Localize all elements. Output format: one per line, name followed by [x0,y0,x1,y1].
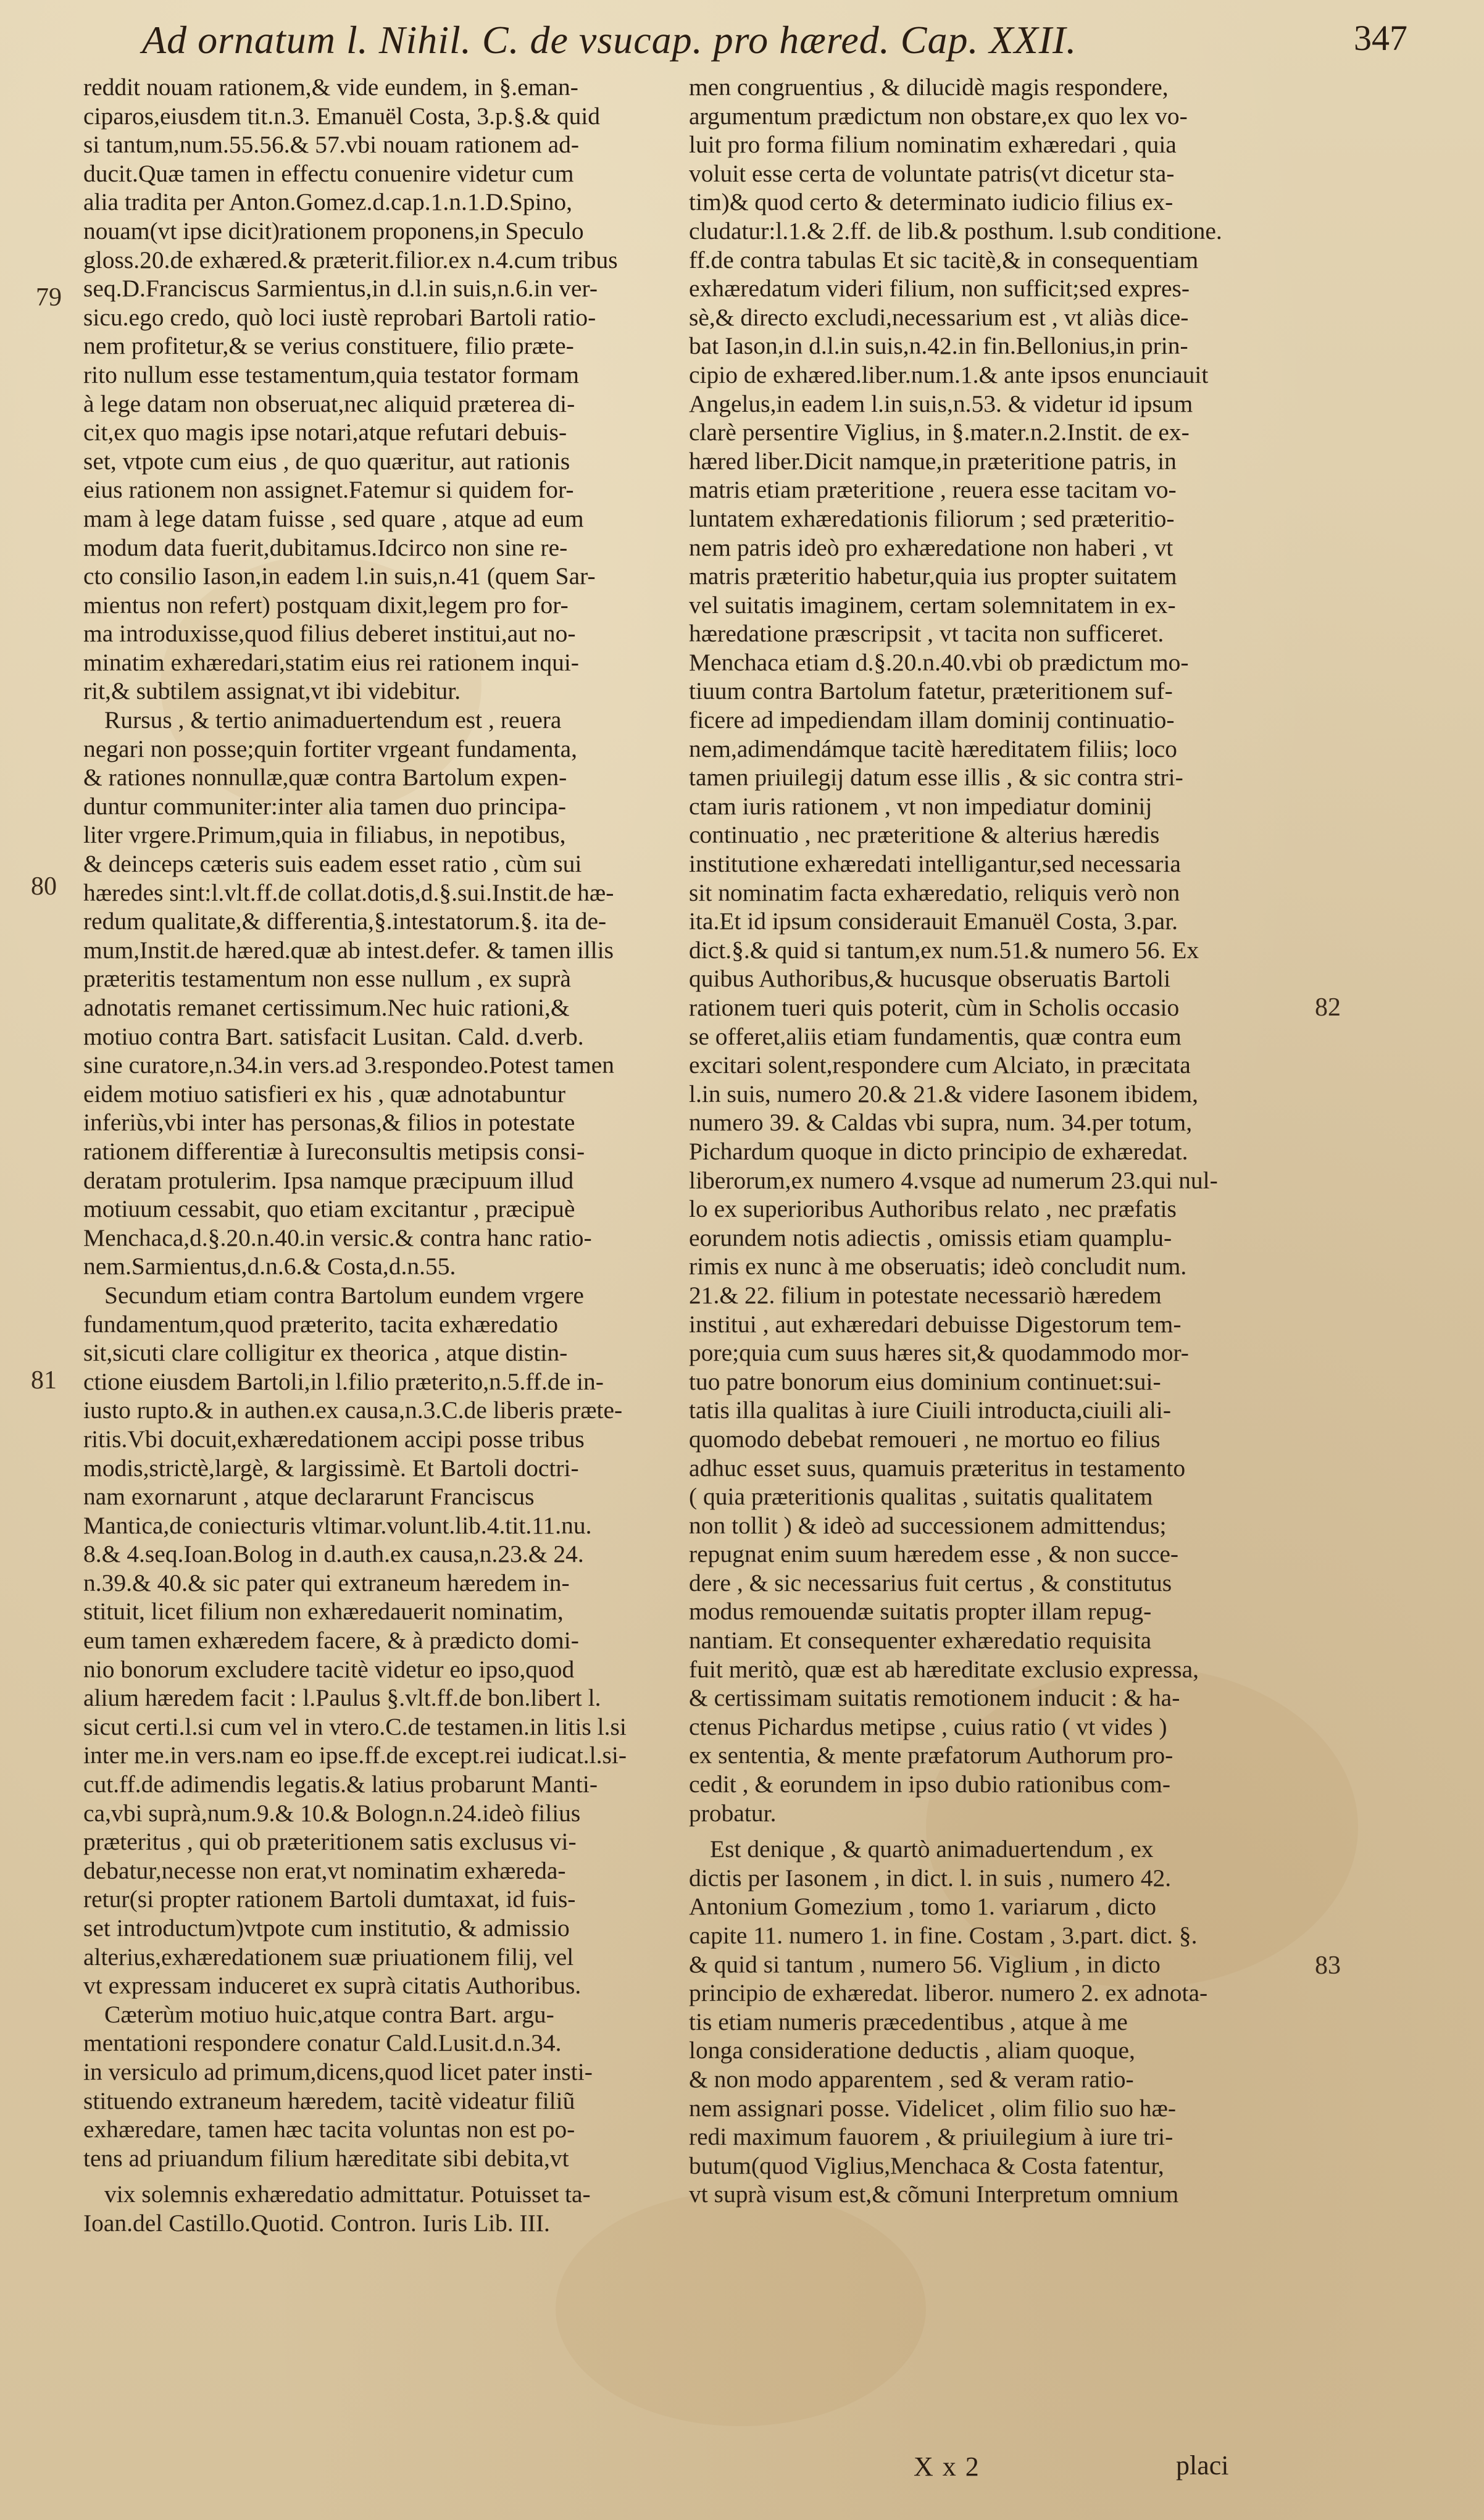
text-line: cipio de exhæred.liber.num.1.& ante ipsos enunciauit [689,361,1209,388]
text-line: Mantica,de coniecturis vltimar.volunt.lib.4.tit.11.nu. [83,1511,592,1539]
text-line: nem assignari posse. Videlicet , olim filio suo hæ- [689,2094,1176,2122]
page-header [142,6,1407,74]
text-line: Antonium Gomezium , tomo 1. variarum , dicto [689,1893,1156,1921]
text-line: rationem differentiæ à Iureconsultis metipsis consi- [83,1137,585,1165]
text-line: iusto rupto.& in authen.ex causa,n.3.C.de liberis præte- [83,1396,623,1424]
text-line: repugnat enim suum hæredem esse , & non succe- [689,1540,1179,1568]
text-line: vt suprà visum est,& cõmuni Interpretum omnium [689,2180,1179,2208]
text-line: modus remouendæ suitatis propter illam repug- [689,1598,1152,1625]
text-line: nem profitetur,& se verius constituere, filio præte- [83,332,574,360]
text-line: ctenus Pichardus metipse , cuius ratio ( vt vides ) [689,1713,1167,1740]
text-line: ff.de contra tabulas Et sic tacitè,& in consequentiam [689,246,1199,273]
text-line: mientus non refert) postquam dixit,legem pro for- [83,591,569,619]
text-line: nem patris ideò pro exhæredatione non haberi , vt [689,533,1173,561]
text-line: stituendo extraneum hæredem, tacitè videatur filiũ [83,2087,575,2114]
text-line: sicut certi.l.si cum vel in vtero.C.de testamen.in litis l.si [83,1713,627,1740]
text-line: eorundem notis adiectis , omissis etiam quamplu- [689,1224,1172,1251]
text-line: pore;quia cum suus hæres sit,& quodammodo mor- [689,1339,1189,1367]
text-line: motiuum cessabit, quo etiam excitantur , præcipuè [83,1195,575,1223]
text-line: deratam protulerim. Ipsa namque præcipuum illud [83,1166,574,1194]
text-line: institutione exhæredati intelligantur,sed necessaria [689,850,1181,878]
text-line: alia tradita per Anton.Gomez.d.cap.1.n.1.D.Spino, [83,188,573,216]
text-line: institui , aut exhæredari debuisse Digestorum tem- [689,1310,1182,1338]
text-line: eum tamen exhæredem facere, & à prædicto domi- [83,1627,579,1654]
text-line: inferiùs,vbi inter has personas,& filios in potestate [83,1109,575,1137]
margin-number: 80 [31,872,57,901]
text-line: luntatem exhæredationis filiorum ; sed præteritio- [689,504,1175,532]
text-line: tens ad priuandum filium hæreditate sibi debita,vt [83,2144,569,2172]
text-line: minatim exhæredari,statim eius rei rationem inqui- [83,648,579,676]
text-line: Secundum etiam contra Bartolum eundem vrgere [104,1281,584,1309]
text-line: alium hæredem facit : l.Paulus §.vlt.ff.de bon.libert l. [83,1684,601,1712]
text-line: ritis.Vbi docuit,exhæredationem accipi posse tribus [83,1425,585,1453]
text-line: non tollit ) & ideò ad successionem admittendus; [689,1511,1167,1539]
text-line: fuit meritò, quæ est ab hæreditate exclusio expressa, [689,1655,1199,1683]
text-line: ctione eiusdem Bartoli,in l.filio præterito,n.5.ff.de in- [83,1367,604,1395]
text-line: motiuo contra Bart. satisfacit Lusitan. Cald. d.verb. [83,1022,584,1050]
text-line: Angelus,in eadem l.in suis,n.53. & videtur id ipsum [689,390,1193,417]
text-line: clarè persentire Viglius, in §.mater.n.2.Instit. de ex- [689,419,1190,446]
text-line: seq.D.Franciscus Sarmientus,in d.l.in suis,n.6.in ver- [83,275,598,302]
text-line: bat Iason,in d.l.in suis,n.42.in fin.Bellonius,in prin- [689,332,1188,360]
text-line: ciparos,eiusdem tit.n.3. Emanuël Costa, 3.p.§.& quid [83,102,601,130]
text-line: Rursus , & tertio animaduertendum est , reuera [104,706,562,734]
text-line: adnotatis remanet certissimum.Nec huic rationi,& [83,994,570,1021]
left-text-column [83,73,650,2238]
text-line: nam exornarunt , atque declararunt Franciscus [83,1483,535,1511]
text-line: voluit esse certa de voluntate patris(vt dicetur sta- [689,159,1175,187]
text-line: butum(quod Viglius,Menchaca & Costa fatentur, [689,2151,1164,2179]
text-line: argumentum prædictum non obstare,ex quo lex vo- [689,102,1188,130]
text-line: mentationi respondere conatur Cald.Lusit.d.n.34. [83,2029,562,2057]
page-number: 347 [1354,18,1407,58]
text-line: nouam(vt ipse dicit)rationem proponens,in Speculo [83,217,584,244]
text-line: hæredatione præscripsit , vt tacita non sufficeret. [689,620,1164,648]
text-line: eidem motiuo satisfieri ex his , quæ adnotabuntur [83,1080,566,1108]
text-line: hæred liber.Dicit namque,in præteritione patris, in [689,447,1177,475]
text-line: vix solemnis exhæredatio admittatur. Potuisset ta- [104,2180,591,2208]
text-line: tatis illa qualitas à iure Ciuili introducta,ciuili ali- [689,1396,1172,1424]
margin-number: 81 [31,1366,57,1395]
text-line: 8.& 4.seq.Ioan.Bolog in d.auth.ex causa,n.23.& 24. [83,1540,584,1568]
text-line: præteritus , qui ob præteritionem satis exclusus vi- [83,1828,577,1856]
text-line: n.39.& 40.& sic pater qui extraneum hæredem in- [83,1569,570,1596]
text-line: mum,Instit.de hæred.quæ ab intest.defer. & tamen illis [83,936,614,964]
text-line: redi maximum fauorem , & priuilegium à iure tri- [689,2123,1173,2151]
paragraph-gap [83,2172,650,2180]
text-line: 21.& 22. filium in potestate necessariò hæredem [689,1281,1162,1309]
text-line: lo ex superioribus Authoribus relato , nec præfatis [689,1195,1177,1223]
text-line: Ioan.del Castillo.Quotid. Contron. Iuris Lib. III. [83,2209,550,2237]
text-line: & rationes nonnullæ,quæ contra Bartolum expen- [83,764,567,791]
text-line: excitari solent,respondere cum Alciato, in præcitata [689,1051,1191,1079]
text-line: nem.Sarmientus,d.n.6.& Costa,d.n.55. [83,1253,456,1280]
text-line: cit,ex quo magis ipse notari,atque refutari debuis- [83,419,567,446]
text-line: sicu.ego credo, quò loci iustè reprobari Bartoli ratio- [83,303,596,331]
text-line: capite 11. numero 1. in fine. Costam , 3.part. dict. §. [689,1922,1198,1949]
text-line: sit nominatim facta exhæredatio, reliquis verò non [689,878,1180,906]
text-line: luit pro forma filium nominatim exhæredari , quia [689,131,1177,159]
text-line: sè,& directo excludi,necessarium est , vt aliàs dice- [689,303,1189,331]
text-line: se offeret,aliis etiam fundamentis, quæ contra eum [689,1022,1182,1050]
text-line: & quid si tantum , numero 56. Viglium , in dicto [689,1950,1161,1978]
text-line: modum data fuerit,dubitamus.Idcirco non sine re- [83,533,568,561]
text-line: exhæredare, tamen hæc tacita voluntas non est po- [83,2116,575,2143]
text-line: & certissimam suitatis remotionem inducit : & ha- [689,1684,1180,1712]
text-line: vel suitatis imaginem, certam solemnitatem in ex- [689,591,1176,619]
text-line: rito nullum esse testamentum,quia testator formam [83,361,579,388]
text-line: ex sententia, & mente præfatorum Authorum pro- [689,1742,1173,1769]
text-line: inter me.in vers.nam eo ipse.ff.de except.rei iudicat.l.si- [83,1742,627,1769]
text-line: retur(si propter rationem Bartoli dumtaxat, id fuis- [83,1885,576,1913]
text-line: tuo patre bonorum eius dominium continuet:sui- [689,1367,1161,1395]
catchword: placi [1176,2450,1229,2480]
text-line: longa consideratione deductis , aliam quoque, [689,2037,1135,2064]
text-line: set, vtpote cum eius , de quo quæritur, aut rationis [83,447,570,475]
text-line: alterius,exhæredationem suæ priuationem filij, vel [83,1943,574,1971]
text-line: sit,sicuti clare colligitur ex theorica , atque distin- [83,1339,568,1367]
margin-number: 83 [1315,1951,1341,1980]
text-line: rit,& subtilem assignat,vt ibi videbitur. [83,677,461,705]
text-line: liberorum,ex numero 4.vsque ad numerum 23.qui nul- [689,1166,1218,1194]
text-line: cludatur:l.1.& 2.ff. de lib.& posthum. l.sub conditione. [689,217,1222,244]
text-line: matris præteritio habetur,quia ius propter suitatem [689,562,1177,590]
text-line: in versiculo ad primum,dicens,quod licet pater insti- [83,2058,593,2085]
text-line: Menchaca,d.§.20.n.40.in versic.& contra hanc ratio- [83,1224,592,1251]
text-line: continuatio , nec præteritione & alterius hæredis [689,821,1160,849]
text-line: negari non posse;quin fortiter vrgeant fundamenta, [83,735,578,762]
text-line: redum qualitate,& differentia,§.intestatorum.§. ita de- [83,907,607,935]
margin-number: 79 [36,283,62,312]
text-line: Cæterùm motiuo huic,atque contra Bart. argu- [104,2000,554,2028]
text-line: tim)& quod certo & determinato iudicio filius ex- [689,188,1173,216]
text-line: dere , & sic necessarius fuit certus , & constitutus [689,1569,1172,1596]
text-line: hæredes sint:l.vlt.ff.de collat.dotis,d.§.sui.Instit.de hæ- [83,878,614,906]
text-line: stituit, licet filium non exhæredauerit nominatim, [83,1598,564,1625]
text-line: quibus Authoribus,& hucusque obseruatis Bartoli [689,965,1171,993]
text-line: vt expressam induceret ex suprà citatis Authoribus. [83,1972,582,2000]
signature-mark: X x 2 [914,2451,980,2482]
text-line: ducit.Quæ tamen in effectu conuenire videtur cum [83,159,574,187]
paragraph-gap [689,1827,1312,1835]
text-line: exhæredatum videri filium, non sufficit;sed expres- [689,275,1190,302]
text-line: dict.§.& quid si tantum,ex num.51.& numero 56. Ex [689,936,1199,964]
text-line: debatur,necesse non erat,vt nominatim exhæreda- [83,1856,566,1884]
text-line: ( quia præteritionis qualitas , suitatis qualitatem [689,1483,1153,1511]
text-line: si tantum,num.55.56.& 57.vbi nouam rationem ad- [83,131,580,159]
text-line: men congruentius , & dilucidè magis respondere, [689,73,1169,101]
text-line: rationem tueri quis poterit, cùm in Scholis occasio [689,994,1180,1021]
text-line: Pichardum quoque in dicto principio de exhæredat. [689,1137,1188,1165]
right-text-column [689,73,1312,2209]
text-line: rimis ex nunc à me obseruatis; ideò concludit num. [689,1253,1187,1280]
text-line: cto consilio Iason,in eadem l.in suis,n.41 (quem Sar- [83,562,596,590]
text-line: set introductum)vtpote cum institutio, & admissio [83,1914,570,1942]
text-line: ita.Et id ipsum considerauit Emanuël Costa, 3.par. [689,907,1178,935]
text-line: l.in suis, numero 20.& 21.& videre Iasonem ibidem, [689,1080,1198,1108]
text-line: nem,adimendámque tacitè hæreditatem filiis; loco [689,735,1177,762]
text-line: præteritis testamentum non esse nullum , ex suprà [83,965,571,993]
text-line: gloss.20.de exhæred.& præterit.filior.ex n.4.cum tribus [83,246,618,273]
text-line: numero 39. & Caldas vbi supra, num. 34.per totum, [689,1109,1193,1137]
text-line: principio de exhæredat. liberor. numero 2. ex adnota- [689,1979,1208,2007]
text-line: fundamentum,quod præterito, tacita exhæredatio [83,1310,558,1338]
text-line: reddit nouam rationem,& vide eundem, in §.eman- [83,73,578,101]
running-title: Ad ornatum l. Nihil. C. de vsucap. pro hæred. Cap. XXII. [142,18,1077,62]
text-line: tis etiam numeris præcedentibus , atque à me [689,2008,1128,2035]
text-line: nantiam. Et consequenter exhæredatio requisita [689,1627,1152,1654]
text-line: cut.ff.de adimendis legatis.& latius probarunt Manti- [83,1771,598,1798]
text-line: & non modo apparentem , sed & veram ratio- [689,2065,1134,2093]
text-line: liter vrgere.Primum,quia in filiabus, in nepotibus, [83,821,566,849]
text-line: eius rationem non assignet.Fatemur si quidem for- [83,476,574,504]
text-line: quomodo debebat remoueri , ne mortuo eo filius [689,1425,1161,1453]
text-line: duntur communiter:inter alia tamen duo principa- [83,792,567,820]
text-line: ma introduxisse,quod filius deberet institui,aut no- [83,620,576,648]
text-line: à lege datam non obseruat,nec aliquid præterea di- [83,390,575,417]
text-line: Est denique , & quartò animaduertendum , ex [710,1835,1154,1863]
margin-number: 82 [1315,993,1341,1022]
text-line: sine curatore,n.34.in vers.ad 3.respondeo.Potest tamen [83,1051,614,1079]
text-line: ctam iuris rationem , vt non impediatur dominij [689,792,1153,820]
text-line: Menchaca etiam d.§.20.n.40.vbi ob prædictum mo- [689,648,1189,676]
text-line: tamen priuilegij datum esse illis , & sic contra stri- [689,764,1183,791]
text-line: matris etiam præteritione , reuera esse tacitam vo- [689,476,1177,504]
text-line: adhuc esset suus, quamuis præteritus in testamento [689,1454,1186,1482]
text-line: nio bonorum excludere tacitè videtur eo ipso,quod [83,1655,575,1683]
text-line: probatur. [689,1799,777,1827]
text-line: cedit , & eorundem in ipso dubio rationibus com- [689,1771,1170,1798]
text-line: ficere ad impediendam illam dominij continuatio- [689,706,1175,734]
text-line: tiuum contra Bartolum fatetur, præteritionem suf- [689,677,1173,705]
text-line: dictis per Iasonem , in dict. l. in suis , numero 42. [689,1864,1172,1892]
text-line: mam à lege datam fuisse , sed quare , atque ad eum [83,504,584,532]
text-line: modis,strictè,largè, & largissimè. Et Bartoli doctri- [83,1454,579,1482]
text-line: & deinceps cæteris suis eadem esset ratio , cùm sui [83,850,582,878]
text-line: ca,vbi suprà,num.9.& 10.& Bologn.n.24.ideò filius [83,1799,581,1827]
